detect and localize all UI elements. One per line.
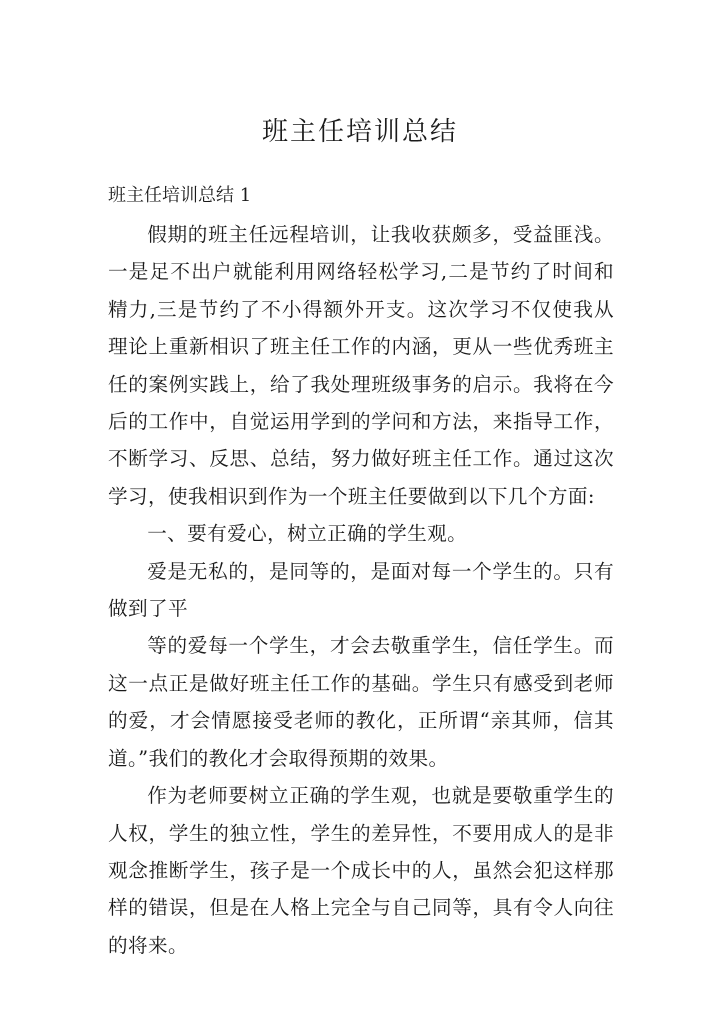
- section-subtitle: 班主任培训总结 1: [108, 185, 252, 206]
- paragraph-respect: 等的爱每一个学生，才会去敬重学生，信任学生。而这一点正是做好班主任工作的基础。学生只有感受到老师的爱，才会情愿接受老师的教化，正所谓“亲其师，信其道。”我们的教化才会取得预期的效果。: [108, 634, 614, 770]
- paragraph-intro: 假期的班主任远程培训，让我收获颇多，受益匪浅。一是足不出户就能利用网络轻松学习,二是节约了时间和精力,三是节约了不小得额外开支。这次学习不仅使我从理论上重新相识了班主任工作的内涵，更从一些优秀班主任的案例实践上，给了我处理班级事务的启示。我将在今后的工作中，自觉运用学到的学问和方法，来指导工作，不断学习、反思、总结，努力做好班主任工作。通过这次学习，使我相识到作为一个班主任要做到以下几个方面:: [108, 223, 614, 508]
- paragraph-heading-one: 一、要有爱心，树立正确的学生观。: [147, 522, 468, 546]
- paragraph-student-view: 作为老师要树立正确的学生观，也就是要敬重学生的人权，学生的独立性，学生的差异性，不要用成人的是非观念推断学生，孩子是一个成长中的人，虽然会犯这样那样的错误，但是在人格上完全与自己同等，具有令人向往的将来。: [108, 784, 614, 957]
- document-body: [108, 178, 614, 964]
- paragraph-love: 爱是无私的，是同等的，是面对每一个学生的。只有做到了平: [108, 559, 614, 621]
- page-title: 班主任培训总结: [261, 117, 458, 147]
